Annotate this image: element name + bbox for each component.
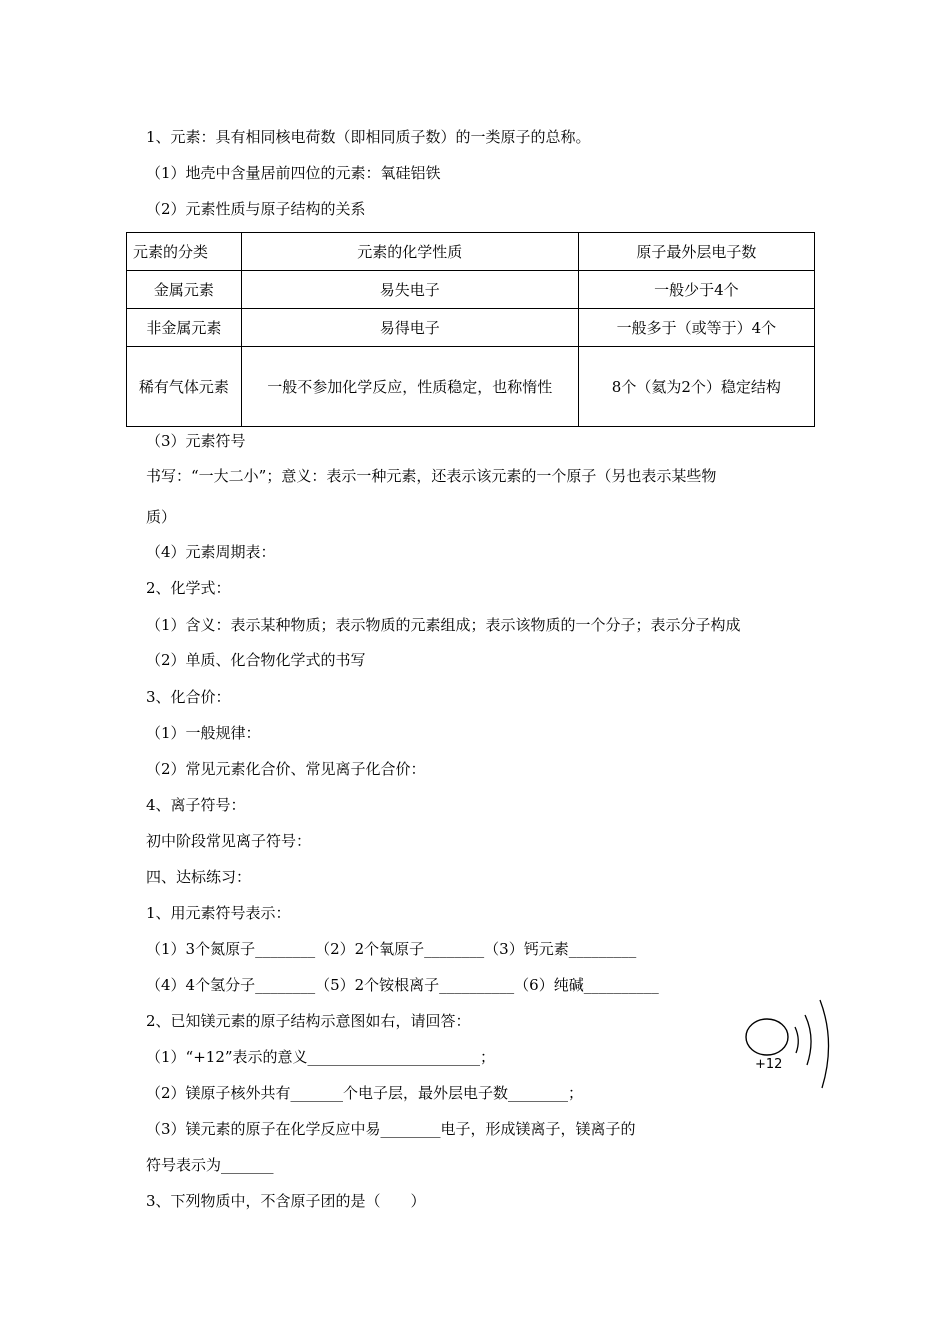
electron-shell-arc bbox=[805, 1015, 811, 1065]
electron-shell-arc bbox=[820, 1000, 829, 1088]
question-2-part-1: （1）“+12”表示的意义_______________________； bbox=[146, 1048, 496, 1066]
formula-writing-line: （2）单质、化合物化学式的书写 bbox=[146, 651, 366, 669]
common-valence-line: （2）常见元素化合价、常见离子化合价： bbox=[146, 760, 426, 778]
symbol-meaning-line: 书写：“一大二小”；意义：表示一种元素，还表示该元素的一个原子（另也表示某些物 bbox=[146, 467, 717, 485]
table-cell: 稀有气体元素 bbox=[127, 347, 242, 427]
section-1-heading: 1、元素：具有相同核电荷数（即相同质子数）的一类原子的总称。 bbox=[146, 128, 591, 146]
table-header-row bbox=[127, 233, 815, 271]
nucleus-label: +12 bbox=[755, 1057, 783, 1072]
question-2-part-3-continued: 符号表示为_______ bbox=[146, 1156, 274, 1174]
element-classification-table bbox=[126, 232, 815, 427]
table-cell: 一般少于4个 bbox=[578, 271, 814, 309]
magnesium-atom-diagram bbox=[740, 985, 850, 1105]
table-cell: 易得电子 bbox=[241, 309, 578, 347]
nucleus-circle bbox=[746, 1019, 788, 1055]
table-row bbox=[127, 271, 815, 309]
property-structure-line: （2）元素性质与原子结构的关系 bbox=[146, 200, 366, 218]
crust-elements-line: （1）地壳中含量居前四位的元素：氧硅铝铁 bbox=[146, 164, 441, 182]
section-3-heading: 3、化合价： bbox=[146, 688, 231, 706]
table-row bbox=[127, 347, 815, 427]
question-1-part-b: （4）4个氢分子________（5）2个铵根离子__________（6）纯碱__________ bbox=[146, 976, 659, 994]
section-2-heading: 2、化学式： bbox=[146, 579, 231, 597]
question-1-part-a: （1）3个氮原子________（2）2个氧原子________（3）钙元素_________ bbox=[146, 940, 637, 958]
electron-shell-arc bbox=[795, 1027, 798, 1053]
formula-meaning-line: （1）含义：表示某种物质；表示物质的元素组成；表示该物质的一个分子；表示分子构成 bbox=[146, 616, 741, 634]
table-header-cell: 原子最外层电子数 bbox=[578, 233, 814, 271]
element-symbol-line: （3）元素符号 bbox=[146, 432, 246, 450]
practice-heading: 四、达标练习： bbox=[146, 868, 252, 886]
valence-rules-line: （1）一般规律： bbox=[146, 724, 261, 742]
table-header-cell: 元素的分类 bbox=[127, 233, 242, 271]
periodic-table-line: （4）元素周期表： bbox=[146, 543, 276, 561]
table-cell: 一般不参加化学反应，性质稳定，也称惰性 bbox=[241, 347, 578, 427]
common-ions-line: 初中阶段常见离子符号： bbox=[146, 832, 312, 850]
table-header-cell: 元素的化学性质 bbox=[241, 233, 578, 271]
question-3-heading: 3、下列物质中，不含原子团的是（ ） bbox=[146, 1192, 426, 1210]
question-2-part-3: （3）镁元素的原子在化学反应中易________电子，形成镁离子，镁离子的 bbox=[146, 1120, 636, 1138]
table-cell: 非金属元素 bbox=[127, 309, 242, 347]
question-2-part-2: （2）镁原子核外共有_______个电子层，最外层电子数________； bbox=[146, 1084, 584, 1102]
table-cell: 金属元素 bbox=[127, 271, 242, 309]
question-2-heading: 2、已知镁元素的原子结构示意图如右，请回答： bbox=[146, 1012, 471, 1030]
section-4-heading: 4、离子符号： bbox=[146, 796, 246, 814]
table-row bbox=[127, 309, 815, 347]
table-cell: 一般多于（或等于）4个 bbox=[578, 309, 814, 347]
question-1-heading: 1、用元素符号表示： bbox=[146, 904, 291, 922]
symbol-meaning-continued: 质） bbox=[146, 508, 177, 526]
table-cell: 8个（氦为2个）稳定结构 bbox=[578, 347, 814, 427]
table-cell: 易失电子 bbox=[241, 271, 578, 309]
